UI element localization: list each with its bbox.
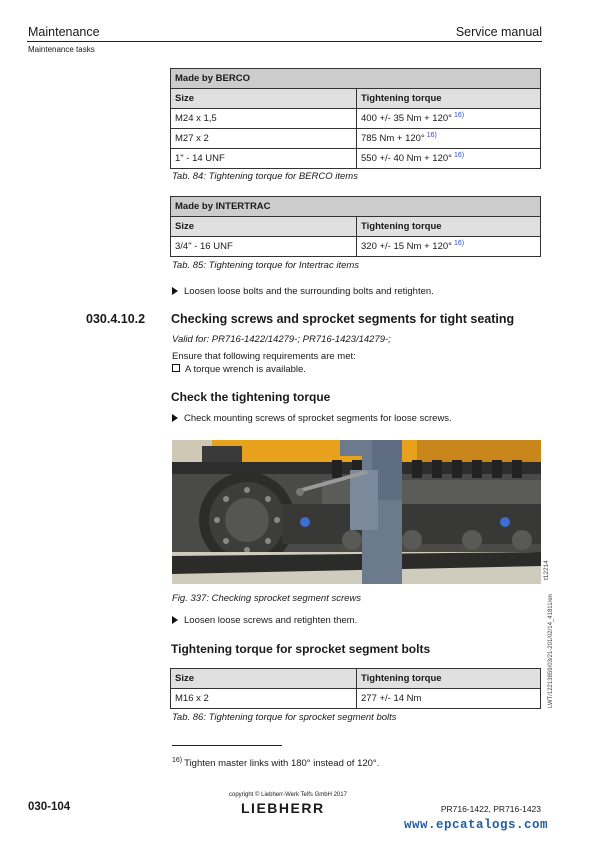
cell-torque: 785 Nm + 120° $^{16)}$ [357,129,541,149]
table-row [171,129,541,149]
page-number: 030-104 [28,801,71,813]
valid-for: Valid for: PR716-1422/14279-; PR716-1423/14279-; [172,334,391,345]
footnote-ref[interactable]: 16) [453,239,465,247]
table-row [171,689,541,709]
arrow-icon [172,287,178,295]
column-header-torque: Tightening torque [357,669,541,689]
column-header-size: Size [171,89,357,109]
table-row [171,149,541,169]
arrow-icon [172,616,178,624]
table-caption: Tab. 86: Tightening torque for sprocket segment bolts [172,712,397,723]
table-title: Made by BERCO [171,69,541,89]
document-code: LWT/12213859/03/21-201/02/14_41811/en [548,594,554,708]
cell-torque: 400 +/- 35 Nm + 120° $^{16)}$ [357,109,541,129]
liebherr-logo: LIEBHERR [241,800,325,816]
figure-caption: Fig. 337: Checking sprocket segment screws [172,593,362,604]
header-doc-type: Service manual [455,25,542,39]
requirement-item: A torque wrench is available. [172,364,306,375]
crawler-track-illustration [172,440,541,584]
copyright: copyright © Liebherr-Werk Telfs GmbH 2017 [229,792,347,798]
table-sprocket-bolts [170,668,541,709]
step-instruction: Loosen loose screws and retighten them. [172,615,357,626]
table-berco [170,68,541,169]
cell-size: 3/4" - 16 UNF [171,237,357,257]
footnote-mark: 16) [172,756,183,764]
table-title: Made by INTERTRAC [171,197,541,217]
footnote-ref[interactable]: 16) [453,111,465,119]
section-title: Checking screws and sprocket segments for tight seating [171,312,515,326]
column-header-size: Size [171,669,357,689]
cell-torque: 550 +/- 40 Nm + 120° $^{16)}$ [357,149,541,169]
model-list: PR716-1422, PR716-1423 [440,804,541,814]
column-header-torque: Tightening torque [357,217,541,237]
cell-torque: 277 +/- 14 Nm [357,689,541,709]
footnote-rule [172,745,282,746]
step-instruction: Check mounting screws of sprocket segments for loose screws. [172,413,452,424]
cell-size: M24 x 1,5 [171,109,357,129]
cell-torque: 320 +/- 15 Nm + 120° $^{16)}$ [357,237,541,257]
header-section: Maintenance [28,25,100,39]
table-intertrac [170,196,541,257]
requirements-intro: Ensure that following requirements are met: [172,351,356,362]
footnote-ref[interactable]: 16) [453,151,465,159]
header-subsection: Maintenance tasks [28,45,95,54]
arrow-icon [172,414,178,422]
table-caption: Tab. 85: Tightening torque for Intertrac items [172,260,360,271]
section-number: 030.4.10.2 [86,312,146,326]
subheading: Tightening torque for sprocket segment bolts [171,642,431,656]
cell-size: M27 x 2 [171,129,357,149]
column-header-torque: Tightening torque [357,89,541,109]
footnote: $^{16)}$ Tighten master links with 180° instead of 120°. [172,756,380,769]
table-caption: Tab. 84: Tightening torque for BERCO items [172,171,358,182]
checkbox-icon [172,364,180,372]
step-instruction: Loosen loose bolts and the surrounding bolts and retighten. [172,286,434,297]
cell-size: M16 x 2 [171,689,357,709]
footnote-ref[interactable]: 16) [426,131,437,139]
table-row [171,109,541,129]
header-rule [27,41,542,42]
cell-size: 1" - 14 UNF [171,149,357,169]
figure-id: t12214 [543,560,550,580]
subheading: Check the tightening torque [171,390,331,404]
column-header-size: Size [171,217,357,237]
sprocket-photo [172,440,541,584]
table-row [171,237,541,257]
watermark: www.epcatalogs.com [403,818,548,832]
